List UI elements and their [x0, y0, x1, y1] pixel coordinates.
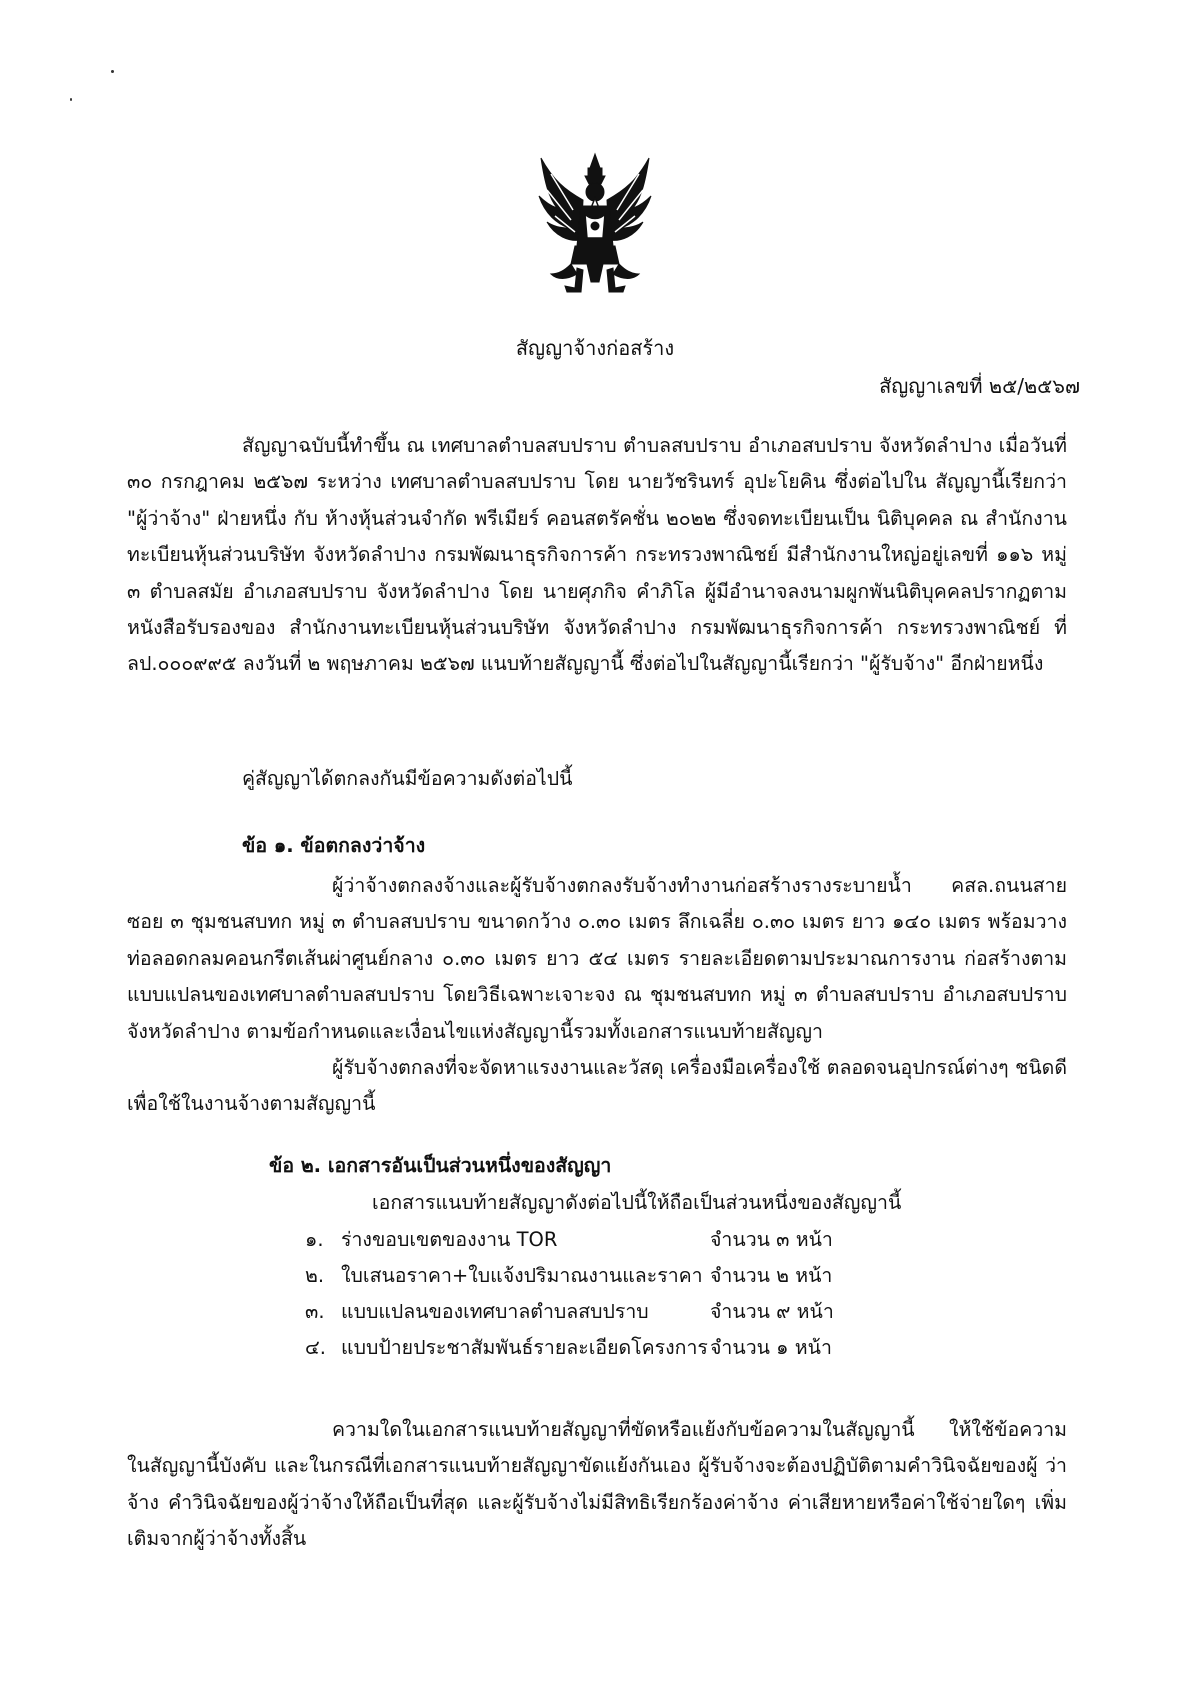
attachment-page-count: จำนวน ๓ หน้า	[710, 1228, 833, 1251]
attachment-name: แบบแปลนของเทศบาลตำบลสบปราบ	[341, 1300, 649, 1323]
document-title: สัญญาจ้างก่อสร้าง	[515, 336, 675, 360]
intro-paragraph: สัญญาฉบับนี้ทำขึ้น ณ เทศบาลตำบลสบปราบ ตำบลสบปราบ อำเภอสบปราบ จังหวัดลำปาง เมื่อวันที่ ๓๐ กรกฎาคม ๒๕๖๗ ระหว่าง เทศบาลตำบลสบปราบ โดย นายวัชรินทร์ อุปะโยคิน ซึ่งต่อไปใน สัญญานี้เรียกว่า "ผู้ว่าจ้าง" ฝ่ายหนึ่ง กับ ห้างหุ้นส่วนจำกัด พรีเมียร์ คอนสตรัคชั่น ๒๐๒๒ ซึ่งจดทะเบียนเป็น นิติบุคคล ณ สำนักงานทะเบียนหุ้นส่วนบริษัท จังหวัดลำปาง กรมพัฒนาธุรกิจการค้า กระทรวงพาณิชย์ มีสำนักงานใหญ่อยู่เลขที่ ๑๑๖ หมู่ ๓ ตำบลสมัย อำเภอสบปราบ จังหวัดลำปาง โดย นายศุภกิจ คำภิโล ผู้มีอำนาจลงนามผูกพันนิติบุคคลปรากฏตามหนังสือรับรองของ สำนักงานทะเบียนหุ้นส่วนบริษัท จังหวัดลำปาง กรมพัฒนาธุรกิจการค้า กระทรวงพาณิชย์ ที่ ลป.๐๐๐๙๙๕ ลงวันที่ ๒ พฤษภาคม ๒๕๖๗ แนบท้ายสัญญานี้ ซึ่งต่อไปในสัญญานี้เรียกว่า "ผู้รับจ้าง" อีกฝ่ายหนึ่ง	[127, 434, 1067, 676]
clause-2-conflict-paragraph: ความใดในเอกสารแนบท้ายสัญญาที่ขัดหรือแย้งกับข้อความในสัญญานี้ ให้ใช้ข้อความ ในสัญญานี้บังคับ และในกรณีที่เอกสารแนบท้ายสัญญาขัดแย้งกันเอง ผู้รับจ้างจะต้องปฏิบัติตามคำวินิจฉัยของผู้ ว่าจ้าง คำวินิจฉัยของผู้ว่าจ้างให้ถือเป็นที่สุด และผู้รับจ้างไม่มีสิทธิเรียกร้องค่าจ้าง ค่าเสียหายหรือค่าใช้จ่ายใดๆ เพิ่มเติมจากผู้ว่าจ้างทั้งสิ้น	[127, 1418, 1067, 1551]
clause-1-paragraph-2: ผู้รับจ้างตกลงที่จะจัดหาแรงงานและวัสดุ เครื่องมือเครื่องใช้ ตลอดจนอุปกรณ์ต่างๆ ชนิดดีเพื่อใช้ในงานจ้างตามสัญญานี้	[127, 1056, 1067, 1116]
garuda-emblem-icon	[535, 150, 655, 300]
attachment-name: ร่างขอบเขตของงาน TOR	[341, 1228, 558, 1251]
scan-speck	[70, 98, 72, 101]
attachment-item	[305, 1260, 885, 1290]
agreement-line: คู่สัญญาได้ตกลงกันมีข้อความดังต่อไปนี้	[242, 767, 573, 790]
attachment-name: แบบป้ายประชาสัมพันธ์รายละเอียดโครงการ	[341, 1336, 708, 1359]
clause-1-heading: ข้อ ๑. ข้อตกลงว่าจ้าง	[242, 834, 426, 857]
attachment-item	[305, 1224, 885, 1254]
clause-2-intro: เอกสารแนบท้ายสัญญาดังต่อไปนี้ให้ถือเป็นส่วนหนึ่งของสัญญานี้	[372, 1191, 902, 1214]
attachment-page-count: จำนวน ๒ หน้า	[710, 1264, 833, 1287]
scan-speck	[111, 70, 114, 73]
attachment-number: ๓.	[305, 1300, 325, 1323]
attachment-item	[305, 1332, 885, 1362]
attachment-number: ๑.	[305, 1228, 324, 1251]
attachment-number: ๒.	[305, 1264, 325, 1287]
attachment-page-count: จำนวน ๙ หน้า	[710, 1300, 834, 1323]
clause-2-heading: ข้อ ๒. เอกสารอันเป็นส่วนหนึ่งของสัญญา	[269, 1154, 612, 1177]
attachment-page-count: จำนวน ๑ หน้า	[710, 1336, 832, 1359]
clause-1-paragraph-1: ผู้ว่าจ้างตกลงจ้างและผู้รับจ้างตกลงรับจ้างทำงานก่อสร้างรางระบายน้ำ คสล.ถนนสาย ซอย ๓ ชุมชนสบทก หมู่ ๓ ตำบลสบปราบ ขนาดกว้าง ๐.๓๐ เมตร ลึกเฉลี่ย ๐.๓๐ เมตร ยาว ๑๔๐ เมตร พร้อมวางท่อลอดกลมคอนกรีตเส้นผ่าศูนย์กลาง ๐.๓๐ เมตร ยาว ๕๔ เมตร รายละเอียดตามประมาณการงาน ก่อสร้างตามแบบแปลนของเทศบาลตำบลสบปราบ โดยวิธีเฉพาะเจาะจง ณ ชุมชนสบทก หมู่ ๓ ตำบลสบปราบ อำเภอสบปราบ จังหวัดลำปาง ตามข้อกำหนดและเงื่อนไขแห่งสัญญานี้รวมทั้งเอกสารแนบท้ายสัญญา	[127, 874, 1067, 1043]
contract-number: สัญญาเลขที่ ๒๕/๒๕๖๗	[879, 374, 1080, 398]
attachment-number: ๔.	[305, 1336, 326, 1359]
attachment-name: ใบเสนอราคา+ใบแจ้งปริมาณงานและราคา	[341, 1264, 703, 1287]
attachment-item	[305, 1296, 885, 1326]
